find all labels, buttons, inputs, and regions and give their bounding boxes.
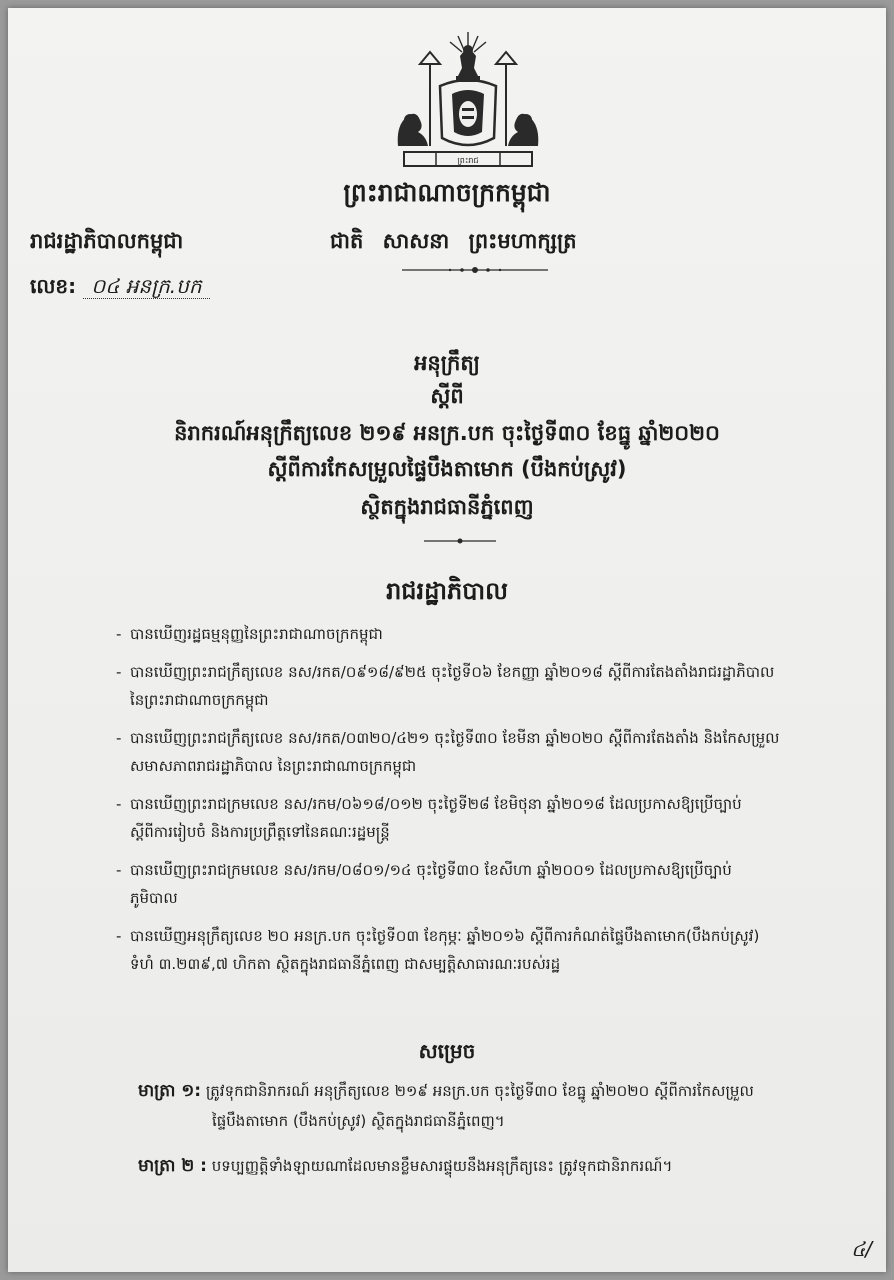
document-type: អនុក្រឹត្យ: [414, 351, 480, 375]
decision-heading: សម្រេច: [418, 1039, 476, 1063]
list-item: - បានឃើញព្រះរាជក្រមលេខ នស/រកម/០៨០១/១៤ ចុះថ្ងៃទី៣០ ខែសីហា ឆ្នាំ២០០១ ដែលប្រកាសឱ្យប្រើច្បាប់ ភូមិបាល: [116, 861, 732, 907]
reference-number: [30, 273, 210, 303]
government-heading: រាជរដ្ឋាភិបាល: [386, 577, 508, 605]
document-about: ស្តីពី: [430, 384, 464, 408]
list-item: - បានឃើញអនុក្រឹត្យលេខ ២០ អនក្រ.បក ចុះថ្ងៃទី០៣ ខែកុម្ភៈ ឆ្នាំ២០១៦ ស្តីពីការកំណត់ផ្ទៃបឹងតាមោក(បឹងកប់ស្រូវ) ទំហំ ៣.២៣៩,៧ ហិកតា ស្ថិតក្នុងរាជធានីភ្នំពេញ ជាសម្បត្តិសាធារណៈរបស់រដ្ឋ: [116, 927, 760, 973]
article-text: បទប្បញ្ញត្តិទាំងឡាយណាដែលមានខ្លឹមសារផ្ទុយនឹងអនុក្រឹត្យនេះ ត្រូវទុកជានិរាករណ៍។: [211, 1157, 673, 1175]
page-number-mark: ៤/: [851, 1237, 872, 1261]
article-text: ត្រូវទុកជានិរាករណ៍ អនុក្រឹត្យលេខ ២១៩ អនក្រ.បក ចុះថ្ងៃទី៣០ ខែធ្នូ ឆ្នាំ២០២០ ស្តីពីការកែសម្រួល: [205, 1082, 754, 1100]
issuer-heading: រាជរដ្ឋាភិបាលកម្ពុជា: [30, 229, 184, 253]
article-label: មាត្រា ១:: [138, 1081, 202, 1101]
document-subject-line-2: ស្តីពីការកែសម្រួលផ្ទៃបឹងតាមោក (បឹងកប់ស្រូវ): [267, 457, 627, 481]
article-label: មាត្រា ២ :: [138, 1156, 207, 1176]
list-item: - បានឃើញព្រះរាជក្រឹត្យលេខ នស/រកត/០៩១៨/៩២៥ ចុះថ្ងៃទី០៦ ខែកញ្ញា ឆ្នាំ២០១៨ ស្តីពីការតែងតាំងរាជរដ្ឋាភិបាល នៃព្រះរាជាណាចក្រកម្ពុជា: [116, 663, 775, 709]
article-2: [138, 1151, 858, 1181]
kingdom-heading: ព្រះរាជាណាចក្រកម្ពុជា: [343, 178, 551, 207]
reference-label: លេខ:: [30, 274, 77, 298]
document-subject-line-1: និរាករណ៍អនុក្រឹត្យលេខ ២១៩ អនក្រ.បក ចុះថ្ងៃទី៣០ ខែធ្នូ ឆ្នាំ២០២០: [174, 421, 720, 445]
document-page: [8, 8, 886, 1272]
list-item: - បានឃើញរដ្ឋធម្មនុញ្ញនៃព្រះរាជាណាចក្រកម្ពុជា: [116, 625, 383, 643]
document-subject-line-3: ស្ថិតក្នុងរាជធានីភ្នំពេញ: [360, 495, 534, 519]
reference-value: ០៤ អនក្រ.បក: [83, 274, 209, 299]
list-item: - បានឃើញព្រះរាជក្រឹត្យលេខ នស/រកត/០៣២០/៤២១ ចុះថ្ងៃទី៣០ ខែមីនា ឆ្នាំ២០២០ ស្តីពីការតែងតាំង និងកែសម្រួល សមាសភាពរាជរដ្ឋាភិបាល នៃព្រះរាជាណាចក្រកម្ពុជា: [116, 729, 780, 775]
article-text-continued: ផ្ទៃបឹងតាមោក (បឹងកប់ស្រូវ) ស្ថិតក្នុងរាជធានីភ្នំពេញ។: [212, 1112, 505, 1130]
ornament-divider: [400, 264, 550, 276]
article-1: [138, 1076, 858, 1136]
list-item: - បានឃើញព្រះរាជក្រមលេខ នស/រកម/០៦១៨/០១២ ចុះថ្ងៃទី២៨ ខែមិថុនា ឆ្នាំ២០១៨ ដែលប្រកាសឱ្យប្រើច្បាប់ ស្តីពីការរៀបចំ និងការប្រព្រឹត្តទៅនៃគណៈរដ្ឋមន្ត្រី: [116, 795, 742, 841]
considerations-list: [116, 620, 856, 988]
royal-coat-of-arms-emblem: [390, 28, 546, 176]
emblem-banner-text: ព្រះរាជ: [457, 156, 479, 165]
nation-motto: ជាតិ សាសនា ព្រះមហាក្សត្រ: [330, 229, 577, 253]
ornament-divider-small: [422, 536, 498, 546]
